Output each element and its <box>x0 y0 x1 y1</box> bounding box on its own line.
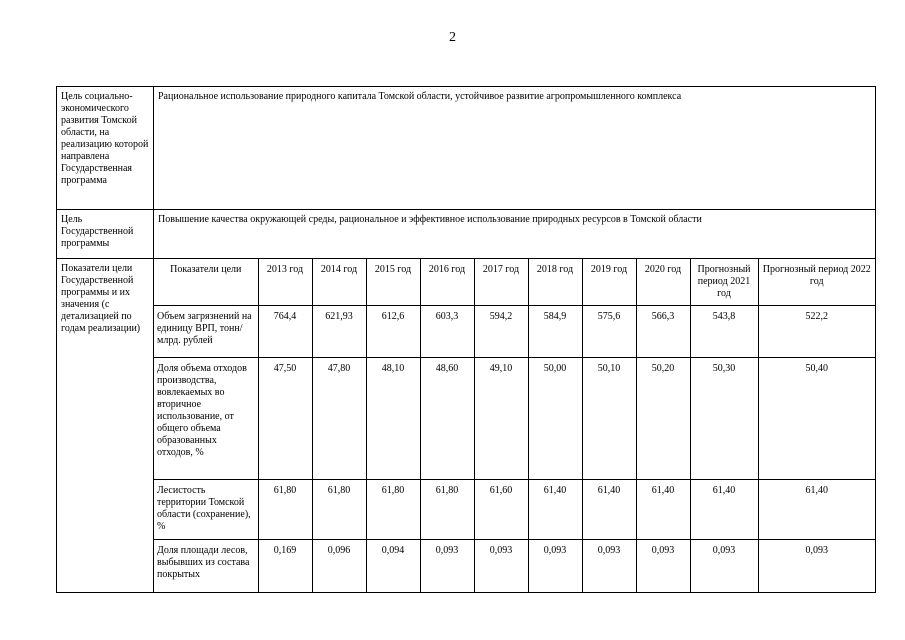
goal-social-row <box>57 87 876 210</box>
program-passport-table <box>56 86 876 593</box>
indicator-value: 0,093 <box>636 540 690 592</box>
indicator-value: 47,80 <box>312 358 366 480</box>
indicator-value: 0,093 <box>582 540 636 592</box>
indicator-value: 61,40 <box>582 480 636 540</box>
header-cell: 2017 год <box>474 259 528 306</box>
indicator-value: 0,094 <box>366 540 420 592</box>
indicator-value: 61,80 <box>258 480 312 540</box>
indicator-value: 0,093 <box>420 540 474 592</box>
indicator-value: 61,40 <box>528 480 582 540</box>
header-cell: 2020 год <box>636 259 690 306</box>
header-cell: 2013 год <box>258 259 312 306</box>
indicators-row <box>57 259 876 593</box>
indicator-value: 50,10 <box>582 358 636 480</box>
indicator-value: 0,093 <box>474 540 528 592</box>
goal-program-row <box>57 210 876 259</box>
header-cell: 2019 год <box>582 259 636 306</box>
page-number: 2 <box>449 30 456 45</box>
goal-social-value: Рациональное использование природного капитала Томской области, устойчивое развитие агропромышленного комплекса <box>154 87 876 210</box>
indicators-header-row <box>154 259 875 306</box>
indicator-value: 61,40 <box>758 480 875 540</box>
header-cell: Прогнозный период 2022 год <box>758 259 875 306</box>
indicator-value: 543,8 <box>690 306 758 358</box>
header-cell: 2018 год <box>528 259 582 306</box>
indicator-name: Объем загрязнений на единицу ВРП, тонн/млрд. рублей <box>154 306 258 358</box>
indicator-value: 50,00 <box>528 358 582 480</box>
header-cell: Показатели цели <box>154 259 258 306</box>
indicator-value: 566,3 <box>636 306 690 358</box>
indicator-value: 61,40 <box>636 480 690 540</box>
indicator-value: 621,93 <box>312 306 366 358</box>
indicators-label: Показатели цели Государственной программы и их значения (с детализацией по годам реализации) <box>57 259 154 593</box>
indicator-value: 0,093 <box>528 540 582 592</box>
indicator-value: 61,80 <box>312 480 366 540</box>
indicator-value: 49,10 <box>474 358 528 480</box>
table-row <box>154 358 875 480</box>
indicator-value: 0,169 <box>258 540 312 592</box>
goal-program-label: Цель Государственной программы <box>57 210 154 259</box>
indicator-name: Доля площади лесов, выбывших из состава покрытых <box>154 540 258 592</box>
indicator-value: 47,50 <box>258 358 312 480</box>
indicator-name: Доля объема отходов производства, вовлекаемых во вторичное использование, от общего объема образованных отходов, % <box>154 358 258 480</box>
indicator-value: 0,093 <box>690 540 758 592</box>
table-row <box>154 540 875 592</box>
indicator-value: 50,30 <box>690 358 758 480</box>
indicator-value: 50,20 <box>636 358 690 480</box>
indicator-value: 612,6 <box>366 306 420 358</box>
indicator-name: Лесистость территории Томской области (сохранение), % <box>154 480 258 540</box>
indicator-value: 594,2 <box>474 306 528 358</box>
header-cell: 2016 год <box>420 259 474 306</box>
indicator-value: 0,093 <box>758 540 875 592</box>
goal-program-value: Повышение качества окружающей среды, рациональное и эффективное использование природных ресурсов в Томской области <box>154 210 876 259</box>
header-cell: 2015 год <box>366 259 420 306</box>
indicator-value: 61,80 <box>420 480 474 540</box>
indicator-value: 603,3 <box>420 306 474 358</box>
indicator-value: 764,4 <box>258 306 312 358</box>
indicator-value: 522,2 <box>758 306 875 358</box>
indicator-value: 0,096 <box>312 540 366 592</box>
indicator-value: 575,6 <box>582 306 636 358</box>
indicator-value: 48,60 <box>420 358 474 480</box>
indicator-value: 48,10 <box>366 358 420 480</box>
indicator-value: 61,40 <box>690 480 758 540</box>
indicator-value: 61,60 <box>474 480 528 540</box>
indicators-cell <box>154 259 876 593</box>
indicators-table <box>154 259 875 592</box>
header-cell: Прогнозный период 2021 год <box>690 259 758 306</box>
indicator-value: 584,9 <box>528 306 582 358</box>
table-row <box>154 306 875 358</box>
indicator-value: 61,80 <box>366 480 420 540</box>
header-cell: 2014 год <box>312 259 366 306</box>
indicator-value: 50,40 <box>758 358 875 480</box>
goal-social-label: Цель социально-экономического развития Томской области, на реализацию которой направлена Государственная программа <box>57 87 154 210</box>
table-row <box>154 480 875 540</box>
